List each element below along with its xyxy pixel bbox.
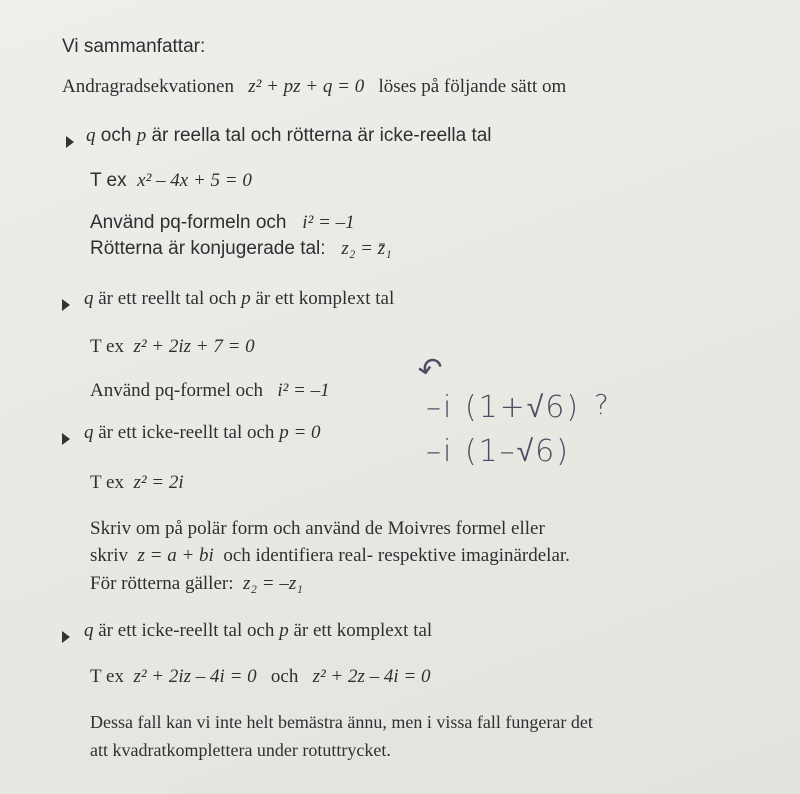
case2-example [90, 336, 255, 358]
case4-p: p [279, 620, 289, 641]
case3-example-label: T ex [90, 472, 124, 493]
case1-result [90, 238, 392, 260]
case2-method [90, 380, 330, 402]
case1-text1: och [95, 125, 137, 146]
case2-example-label: T ex [90, 336, 124, 357]
case3-result-text: För rötterna gäller: [90, 573, 234, 594]
case1-q: q [86, 125, 96, 146]
case1-result-eq: z₂ = z̄₁ [341, 238, 392, 259]
case3-body1: Skriv om på polär form och använd de Moivres formel eller [90, 518, 545, 539]
case3-result-eq: z₂ = –z₁ [243, 573, 303, 594]
handwritten-line1: –i (1+√6) [426, 390, 581, 425]
case2-example-eq: z² + 2iz + 7 = 0 [133, 336, 255, 357]
case1-method-text: Använd pq-formeln och [90, 212, 287, 233]
case1-result-text: Rötterna är konjugerade tal: [90, 238, 326, 259]
case1-method [90, 212, 355, 234]
case3-example-eq: z² = 2i [133, 472, 184, 493]
handwritten-question-mark: ? [594, 388, 611, 421]
case3-example [90, 472, 184, 494]
case4-heading [84, 620, 432, 642]
case4-body1: Dessa fall kan vi inte helt bemästra ännu, men i vissa fall fungerar det [90, 712, 593, 732]
case4-example-label: T ex [90, 666, 124, 687]
handwritten-arrow-icon: ↶ [415, 349, 448, 390]
summary-heading: Vi sammanfattar: [62, 36, 206, 57]
case2-text2: är ett komplext tal [250, 288, 395, 309]
case3-result [90, 573, 303, 595]
case3-body2-post: och identifiera real- respektive imaginärdelar. [223, 545, 570, 566]
case2-heading [84, 288, 394, 310]
case3-text: är ett icke-reellt tal och [93, 422, 280, 443]
case3-p-eq: p = 0 [279, 422, 321, 443]
case4-example-eq2: z² + 2z – 4i = 0 [312, 666, 431, 687]
case1-example-eq: x² – 4x + 5 = 0 [137, 170, 252, 191]
case4-text1: är ett icke-reellt tal och [93, 620, 280, 641]
case4-example-eq1: z² + 2iz – 4i = 0 [133, 666, 257, 687]
bullet-icon [62, 433, 70, 445]
bullet-icon [62, 299, 70, 311]
case1-text2: är reella tal och rötterna är icke-reella tal [146, 125, 492, 146]
case2-q: q [84, 288, 94, 309]
case2-text1: är ett reellt tal och [93, 288, 242, 309]
case4-example-and: och [270, 666, 299, 687]
case3-body2-pre: skriv [90, 545, 128, 566]
case1-heading [86, 125, 492, 147]
case3-body2 [90, 545, 570, 567]
case4-q: q [84, 620, 94, 641]
handwritten-line2: –i (1–√6) [426, 434, 570, 469]
case2-method-eq: i² = –1 [277, 380, 330, 401]
intro-equation: z² + pz + q = 0 [248, 76, 365, 97]
case3-body2-eq: z = a + bi [137, 545, 214, 566]
bullet-icon [62, 631, 70, 643]
case3-q: q [84, 422, 94, 443]
case3-heading [84, 422, 321, 444]
case4-example [90, 666, 430, 688]
case1-p: p [136, 125, 147, 146]
case2-method-text: Använd pq-formel och [90, 380, 264, 401]
bullet-icon [66, 136, 74, 148]
intro-pre: Andragradsekvationen [62, 76, 234, 97]
case2-p: p [241, 288, 251, 309]
case1-method-eq: i² = –1 [302, 212, 355, 233]
case1-example-label: T ex [90, 170, 127, 191]
case4-text2: är ett komplext tal [288, 620, 433, 641]
intro-statement [62, 76, 566, 98]
intro-post: löses på följande sätt om [378, 76, 567, 97]
case1-example [90, 170, 252, 192]
case4-body2: att kvadratkomplettera under rotuttrycket. [90, 740, 391, 760]
